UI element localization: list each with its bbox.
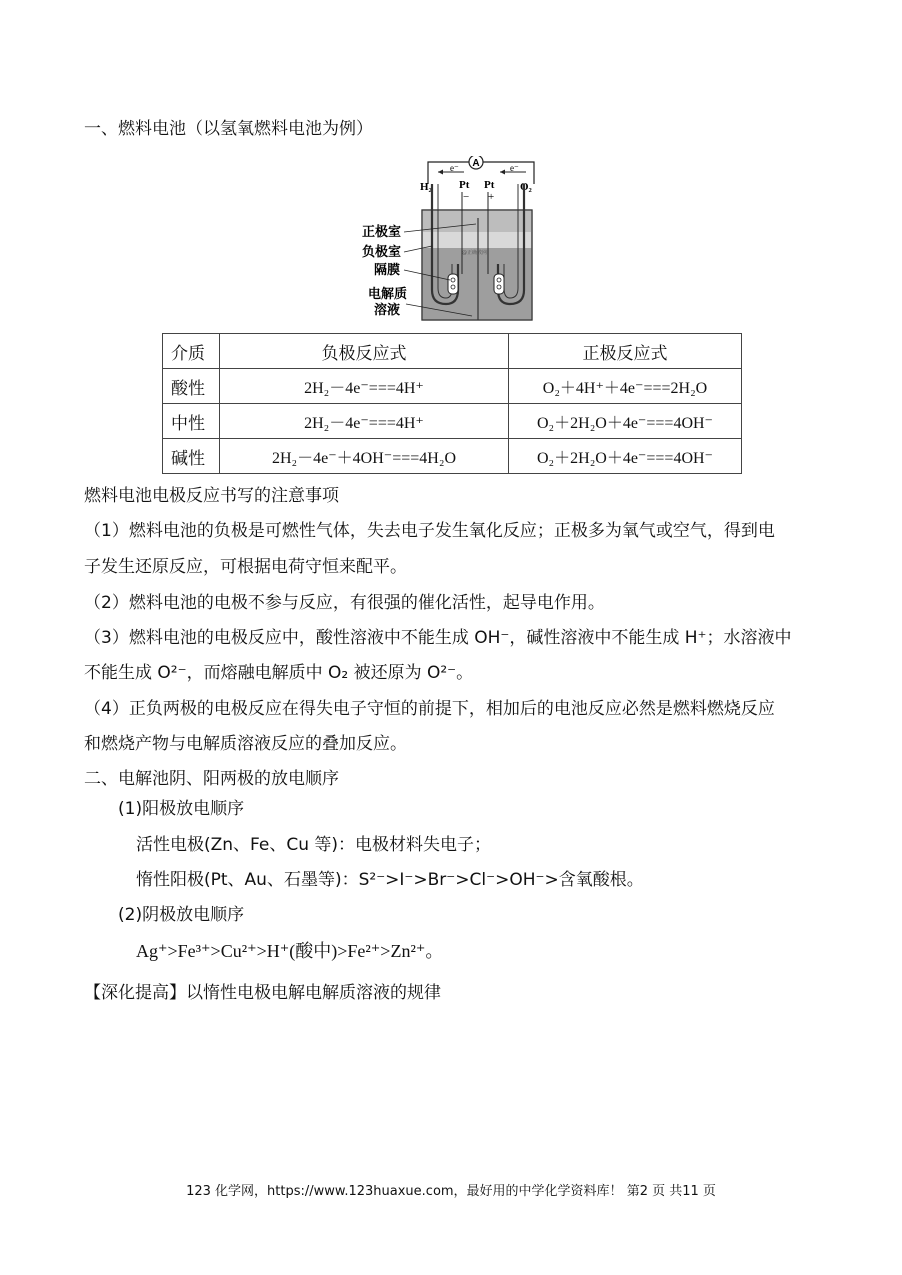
note-1-line-1: （1）燃料电池的负极是可燃性气体，失去电子发生氧化反应；正极多为氧气或空气，得到电: [84, 521, 775, 541]
table-header-row: [163, 334, 742, 369]
table-cell-cathode: O₂＋4H⁺＋4e⁻===2H₂O: [509, 369, 742, 404]
minus-sign: −: [463, 191, 470, 203]
section1-title: 一、燃料电池（以氢氧燃料电池为例）: [84, 119, 373, 139]
page-footer: 123 化学网，https://www.123huaxue.com，最好用的中学化学资料库！ 第2 页 共11 页: [186, 1184, 716, 1199]
electrode-coil-right: [494, 274, 504, 294]
table-cell-anode: 2H₂－4e⁻＋4OH⁻===4H₂O: [220, 439, 509, 474]
anode-active-electrode: 活性电极(Zn、Fe、Cu 等)：电极材料失电子；: [136, 835, 492, 855]
arrow-left-icon: [500, 170, 505, 175]
label-negative-chamber: 负极室: [362, 245, 402, 260]
electron-left-label: e⁻: [450, 163, 459, 173]
label-electrolyte-1: 电解质: [368, 287, 408, 302]
table-cell-anode: 2H₂－4e⁻===4H⁺: [220, 369, 509, 404]
table-row: [163, 369, 742, 404]
plus-sign: +: [488, 191, 495, 203]
table-row: [163, 439, 742, 474]
cathode-order-title: (2)阴极放电顺序: [118, 905, 245, 925]
deepen-heading: 【深化提高】以惰性电极电解电解质溶液的规律: [84, 983, 441, 1003]
note-4-line-2: 和燃烧产物与电解质溶液反应的叠加反应。: [84, 734, 407, 754]
label-positive-chamber: 正极室: [362, 225, 402, 240]
anode-inert-electrode: 惰性阳极(Pt、Au、石墨等)：S²⁻>I⁻>Br⁻>Cl⁻>OH⁻>含氧酸根。: [136, 870, 644, 890]
anode-order-title: (1)阳极放电顺序: [118, 799, 245, 819]
table-cell-medium: 碱性: [163, 439, 220, 474]
table-cell-medium: 酸性: [163, 369, 220, 404]
section2-title: 二、电解池阴、阳两极的放电顺序: [84, 769, 339, 789]
table-cell-cathode: O₂＋2H₂O＋4e⁻===4OH⁻: [509, 404, 742, 439]
table-cell-cathode: O₂＋2H₂O＋4e⁻===4OH⁻: [509, 439, 742, 474]
note-4-line-1: （4）正负两极的电极反应在得失电子守恒的前提下，相加后的电池反应必然是燃料燃烧反应: [84, 699, 775, 719]
table-cell-anode: 2H₂－4e⁻===4H⁺: [220, 404, 509, 439]
o2-label: O₂: [520, 181, 532, 193]
h2-label: H₂: [420, 181, 432, 193]
fuel-cell-diagram: [362, 156, 540, 324]
electron-right-label: e⁻: [510, 163, 519, 173]
note-1-line-2: 子发生还原反应，可根据电荷守恒来配平。: [84, 557, 407, 577]
pt-right-label: Pt: [484, 179, 495, 191]
notes-heading: 燃料电池电极反应书写的注意事项: [84, 486, 339, 506]
table-header: 介质: [163, 334, 220, 369]
electrode-reaction-table: [162, 333, 742, 474]
note-3-line-1: （3）燃料电池的电极反应中，酸性溶液中不能生成 OH⁻，碱性溶液中不能生成 H⁺；水溶液中: [84, 628, 792, 648]
note-3-line-2: 不能生成 O²⁻，而熔融电解质中 O₂ 被还原为 O²⁻。: [84, 663, 474, 683]
cathode-order: Ag⁺>Fe³⁺>Cu²⁺>H⁺(酸中)>Fe²⁺>Zn²⁺。: [136, 941, 444, 961]
table-row: [163, 404, 742, 439]
table-header: 正极反应式: [509, 334, 742, 369]
arrow-left-icon: [438, 170, 443, 175]
watermark: @正确教网: [462, 250, 488, 256]
label-electrolyte-2: 溶液: [374, 303, 401, 318]
table-cell-medium: 中性: [163, 404, 220, 439]
label-membrane: 隔膜: [374, 263, 401, 278]
ammeter-label: A: [472, 158, 480, 169]
electrode-coil-left: [448, 274, 458, 294]
pt-left-label: Pt: [459, 179, 470, 191]
note-2: （2）燃料电池的电极不参与反应，有很强的催化活性，起导电作用。: [84, 593, 605, 613]
table-header: 负极反应式: [220, 334, 509, 369]
